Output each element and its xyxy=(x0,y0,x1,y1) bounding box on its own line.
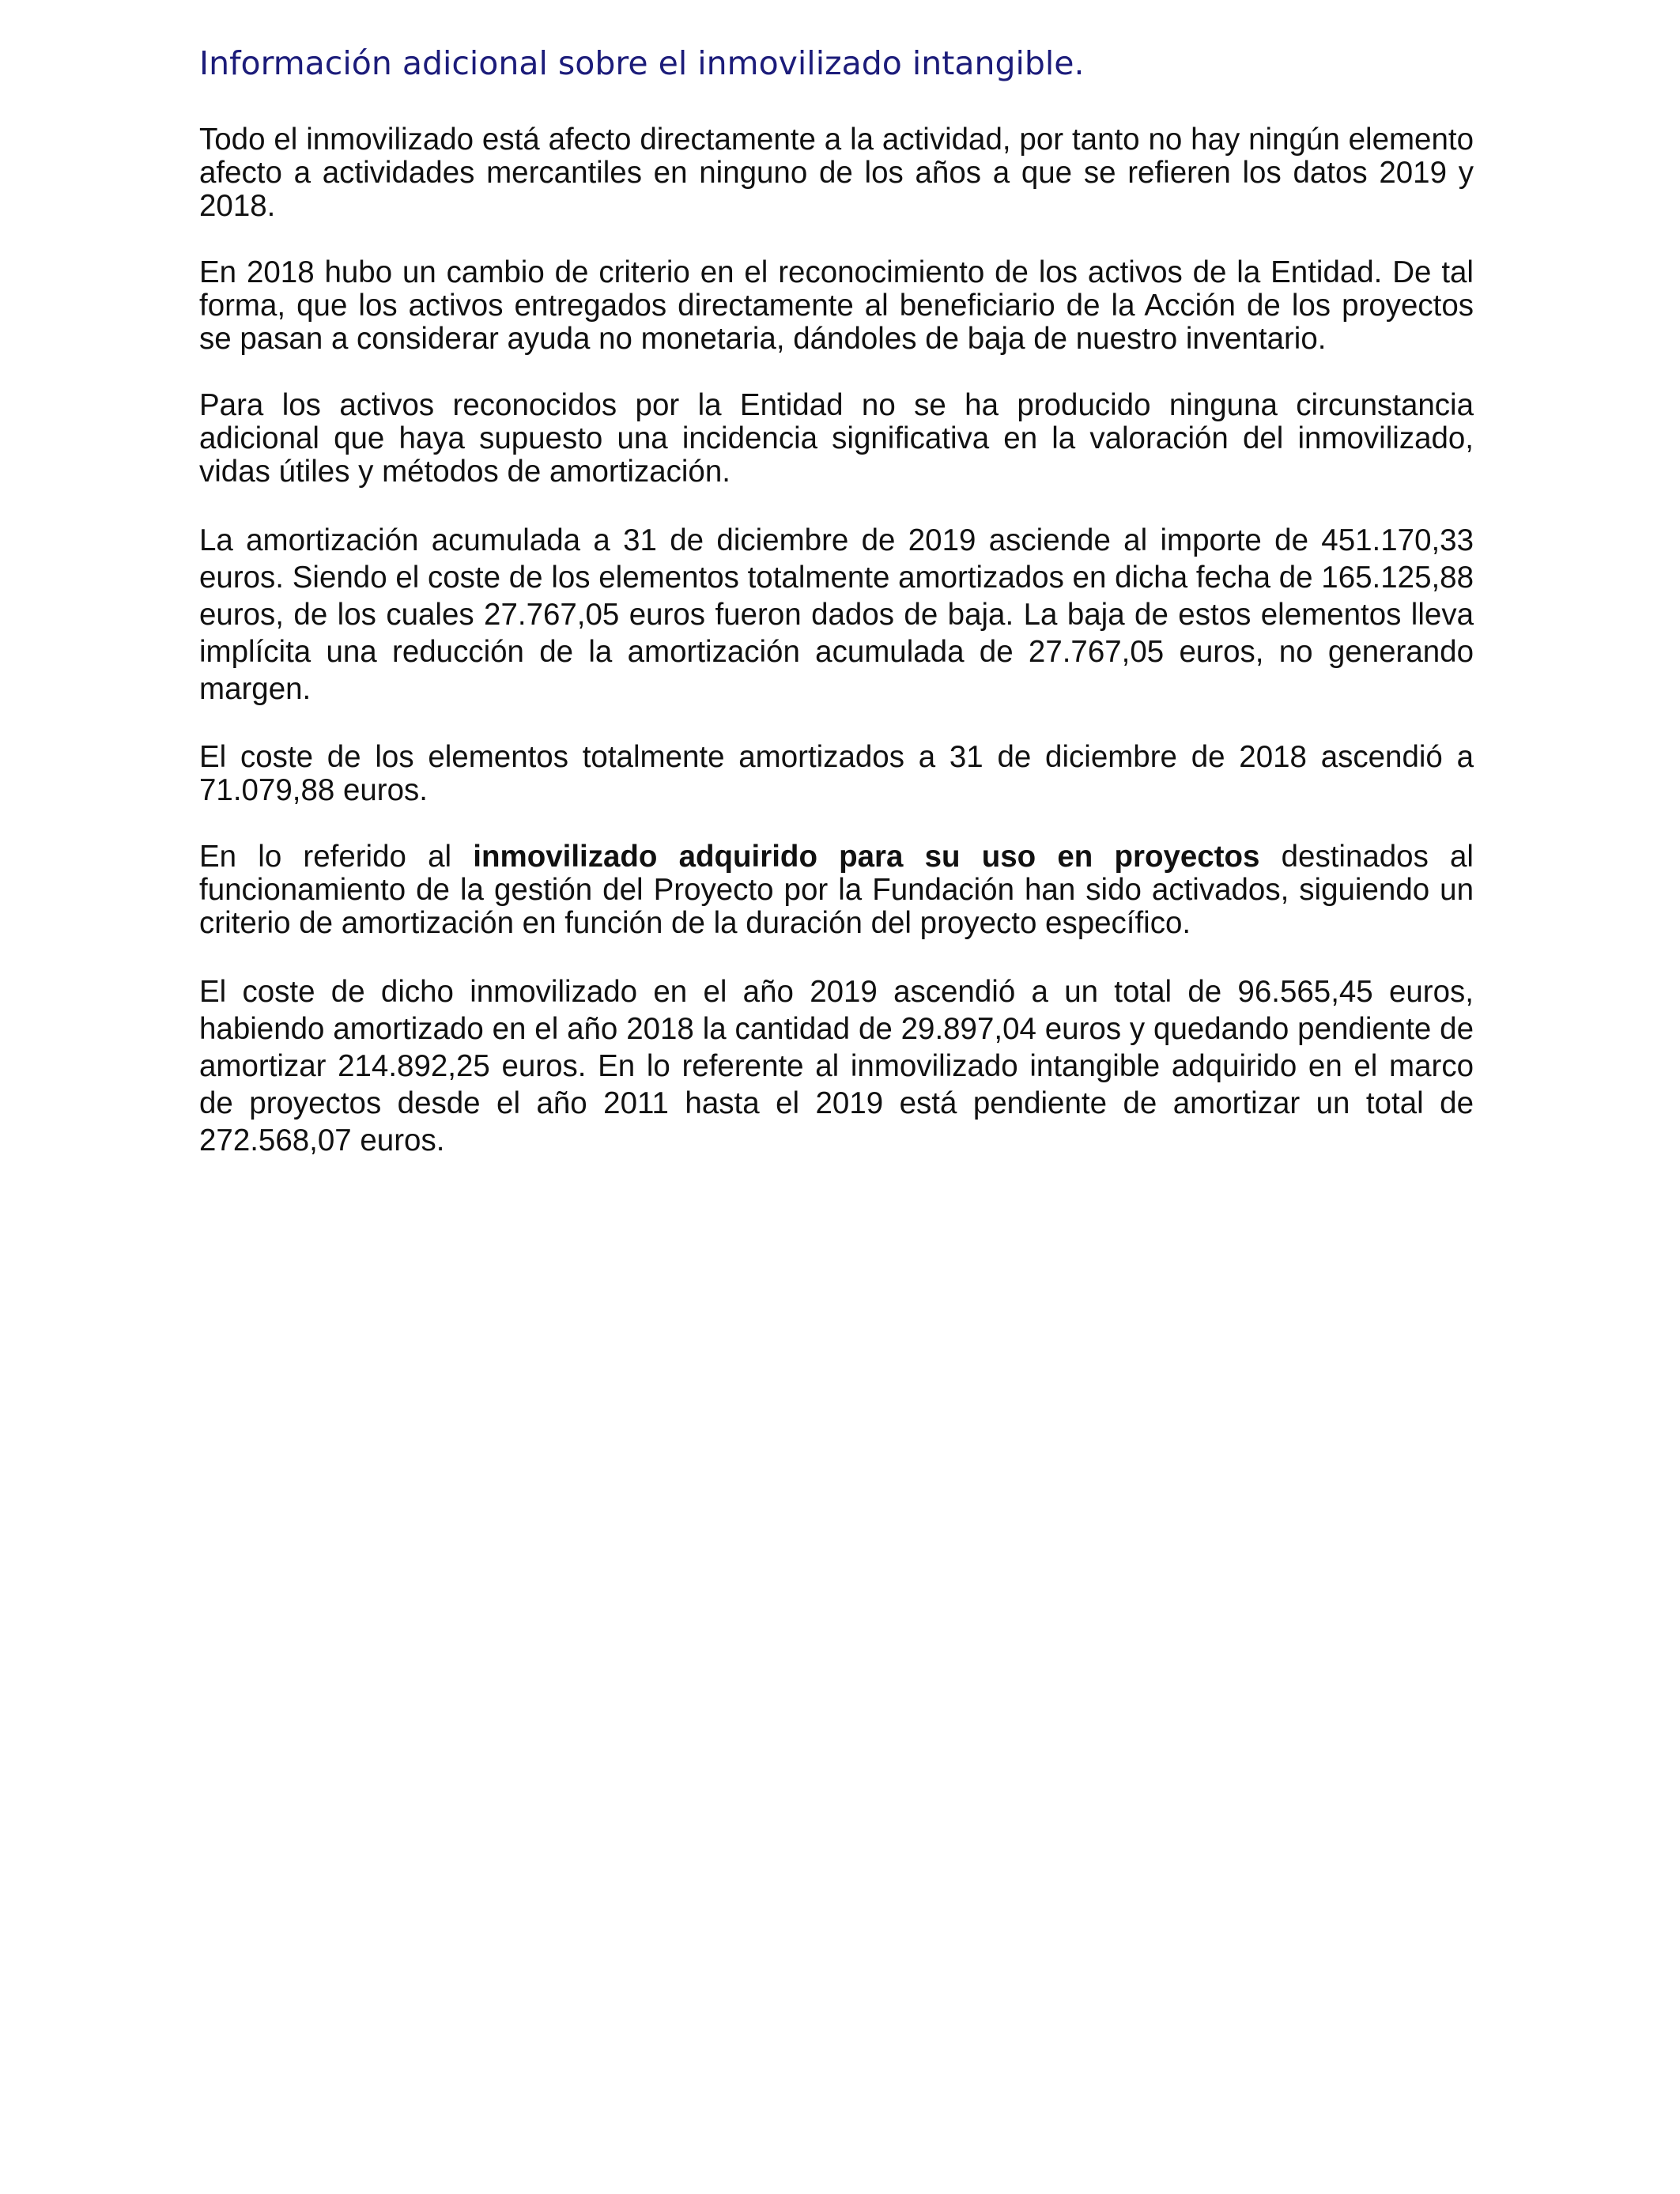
paragraph-sin-circunstancias: Para los activos reconocidos por la Entidad no se ha producido ninguna circunstancia adicional que haya supuesto una incidencia significativa en la valoración del inmovilizado, vidas útiles y métodos de amortización. xyxy=(199,388,1474,489)
paragraph-amortizacion-acumulada: La amortización acumulada a 31 de diciembre de 2019 asciende al importe de 451.170,33 euros. Siendo el coste de los elementos totalmente amortizados en dicha fecha de 165.125,88 euros, de los cuales 27.767,05 euros fueron dados de baja. La baja de estos elementos lleva implícita una reducción de la amortización acumulada de 27.767,05 euros, no generando margen. xyxy=(199,523,1474,706)
document-body xyxy=(199,41,1474,1192)
paragraph-text: En lo referido al xyxy=(199,840,474,874)
bold-phrase: inmovilizado adquirido para su uso en proyectos xyxy=(473,840,1260,874)
section-heading: Información adicional sobre el inmovilizado intangible. xyxy=(199,44,1085,82)
paragraph-cambio-criterio: En 2018 hubo un cambio de criterio en el reconocimiento de los activos de la Entidad. De tal forma, que los activos entregados directamente al beneficiario de la Acción de los proyectos se pasan a considerar ayuda no monetaria, dándoles de baja de nuestro inventario. xyxy=(199,255,1474,356)
paragraph-afectacion: Todo el inmovilizado está afecto directamente a la actividad, por tanto no hay ningún elemento afecto a actividades mercantiles en ninguno de los años a que se refieren los datos 2019 y 2018. xyxy=(199,123,1474,223)
paragraph-text: destinados al funcionamiento de la gestión del Proyecto por la Fundación han sido activados, siguiendo un criterio de amortización en función de la duración del proyecto específico. xyxy=(199,840,1474,940)
paragraph-coste-2018: El coste de los elementos totalmente amortizados a 31 de diciembre de 2018 ascendió a 71.079,88 euros. xyxy=(199,740,1474,807)
paragraph-inmovilizado-proyectos xyxy=(199,840,1474,940)
paragraph-coste-proyectos-2019: El coste de dicho inmovilizado en el año 2019 ascendió a un total de 96.565,45 euros, habiendo amortizado en el año 2018 la cantidad de 29.897,04 euros y quedando pendiente de amortizar 214.892,25 euros. En lo referente al inmovilizado intangible adquirido en el marco de proyectos desde el año 2011 hasta el 2019 está pendiente de amortizar un total de 272.568,07 euros. xyxy=(199,975,1474,1157)
